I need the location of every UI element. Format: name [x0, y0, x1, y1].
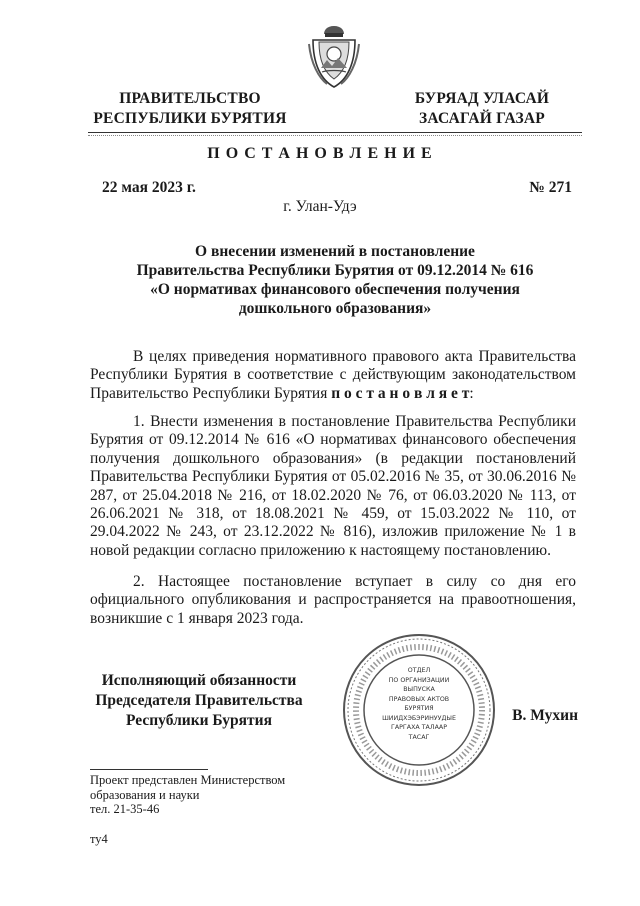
stamp-line-2: ПО ОРГАНИЗАЦИИ	[388, 676, 450, 684]
preamble	[90, 348, 576, 403]
signatory-name: В. Мухин	[512, 707, 578, 724]
header-right-line1: БУРЯАД УЛАСАЙ	[414, 90, 550, 107]
stamp-line-3: ВЫПУСКА	[403, 686, 435, 693]
footer-rule	[90, 769, 208, 770]
preamble-suffix: :	[469, 384, 474, 402]
coat-of-arms-emblem	[307, 24, 361, 90]
header-right	[368, 89, 596, 129]
header-right-line2: ЗАСАГАЙ ГАЗАР	[419, 110, 545, 127]
paragraph-2: 2. Настоящее постановление вступает в силу со дня его официального опубликования и распространяется на правоотношения, возникшие с 1 января 2023 года.	[90, 573, 576, 627]
document-date: 22 мая 2023 г.	[102, 179, 196, 196]
stamp-line-8: ТАСАГ	[408, 733, 430, 741]
document-title	[80, 242, 590, 318]
document-type: П О С Т А Н О В Л Е Н И Е	[207, 145, 433, 162]
header-left-line2: РЕСПУБЛИКИ БУРЯТИЯ	[93, 110, 287, 127]
stamp-line-6: ШИИДХЭБЭРИНУУДЫЕ	[382, 714, 456, 722]
title-line-3: «О нормативах финансового обеспечения получения	[150, 281, 520, 298]
stamp-line-1: ОТДЕЛ	[407, 667, 431, 674]
document-number: № 271	[529, 179, 572, 196]
header-left	[70, 89, 310, 129]
stamp-line-7: ГАРГАХА ТАЛААР	[390, 724, 448, 731]
title-line-4: дошкольного образования»	[238, 300, 432, 317]
signature-line-2: Председателя Правительства	[95, 692, 303, 709]
signature-line-3: Республики Бурятия	[126, 712, 272, 729]
header-rule-bottom	[88, 135, 582, 136]
paragraph-1: 1. Внести изменения в постановление Правительства Республики Бурятия от 09.12.2014 № 616 «О нормативах финансового обеспечения получения дошкольного образования» (в редакции постановлений Правительства Республики Бурятия от 05.02.2016 № 35, от 30.06.2016 № 287, от 25.04.2018 № 216, от 18.02.2020 № 76, от 06.03.2020 № 113, от 26.06.2021 № 318, от 18.08.2021 № 459, от 15.03.2022 № 110, от 29.04.2022 № 243, от 23.12.2022 № 816), изложив приложение № 1 в новой редакции согласно приложению к настоящему постановлению.	[90, 413, 576, 559]
document-city: г. Улан-Удэ	[283, 198, 357, 215]
stamp-line-4: ПРАВОВЫХ АКТОВ	[388, 695, 450, 703]
stamp-line-5: БУРЯТИЯ	[404, 705, 434, 712]
preamble-text: В целях приведения нормативного правового акта Правительства Республики Бурятия в соответствие с действующим законодательством Правительство Республики Бурятия	[90, 348, 576, 402]
footer-line-1: Проект представлен Министерством	[90, 773, 286, 787]
signature-position	[84, 671, 314, 731]
preamble-emphasis: п о с т а н о в л я е т	[331, 384, 470, 402]
footer-code: ту4	[90, 832, 108, 846]
signature-line-1: Исполняющий обязанности	[101, 672, 297, 689]
title-line-2: Правительства Республики Бурятия от 09.12.2014 № 616	[136, 262, 534, 279]
header-rule-top	[88, 132, 582, 133]
title-line-1: О внесении изменений в постановление	[195, 243, 475, 260]
footer-phone: тел. 21-35-46	[90, 802, 160, 816]
header-left-line1: ПРАВИТЕЛЬСТВО	[119, 90, 261, 107]
footer-line-2: образования и науки	[90, 787, 200, 802]
footer-note	[90, 773, 350, 817]
official-stamp	[341, 632, 497, 788]
